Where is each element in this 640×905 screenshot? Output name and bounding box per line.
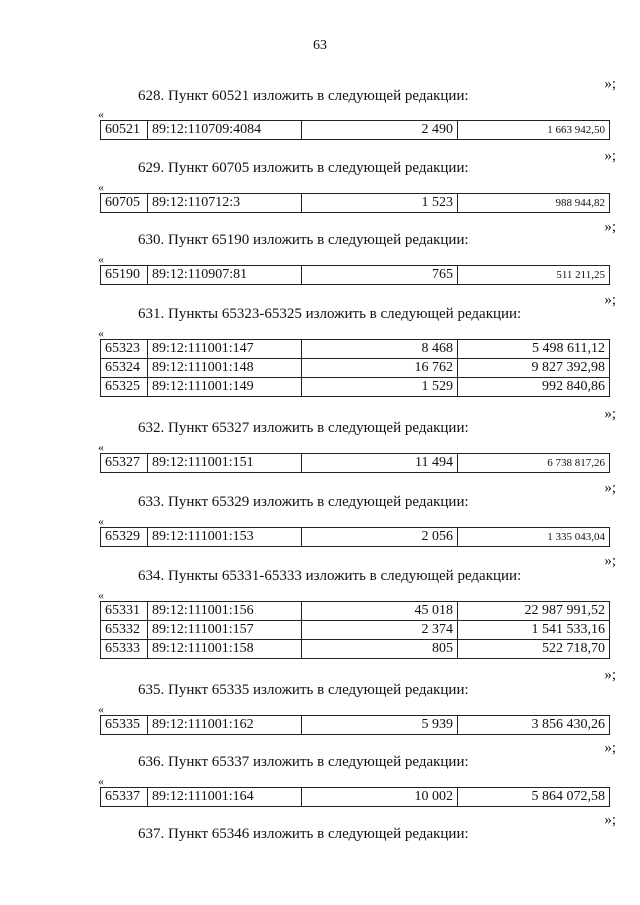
section-heading: 637. Пункт 65346 изложить в следующей редакции:	[138, 826, 469, 842]
table-row	[101, 716, 610, 735]
item-number-cell: 60521	[101, 121, 148, 140]
page-number: 63	[313, 38, 327, 53]
closing-quote: »;	[604, 406, 616, 422]
table-row	[101, 378, 610, 397]
value-cell: 9 827 392,98	[458, 359, 610, 378]
closing-quote: »;	[604, 667, 616, 683]
section-heading: 633. Пункт 65329 изложить в следующей редакции:	[138, 494, 469, 510]
value-cell: 511 211,25	[458, 266, 610, 285]
opening-quote: «	[98, 702, 104, 716]
opening-quote: «	[98, 326, 104, 340]
opening-quote: «	[98, 514, 104, 528]
item-number-cell: 65331	[101, 602, 148, 621]
item-number-cell: 65325	[101, 378, 148, 397]
cadastral-number-cell: 89:12:110907:81	[148, 266, 302, 285]
value-cell: 22 987 991,52	[458, 602, 610, 621]
opening-quote: «	[98, 440, 104, 454]
closing-quote: »;	[604, 553, 616, 569]
area-cell: 1 523	[302, 194, 458, 213]
table-row	[101, 359, 610, 378]
section-heading: 630. Пункт 65190 изложить в следующей редакции:	[138, 232, 469, 248]
table-row	[101, 194, 610, 213]
opening-quote: «	[98, 107, 104, 121]
area-cell: 16 762	[302, 359, 458, 378]
item-number-cell: 60705	[101, 194, 148, 213]
table-row	[101, 602, 610, 621]
table-row	[101, 788, 610, 807]
parcel-table	[100, 193, 610, 213]
cadastral-number-cell: 89:12:111001:157	[148, 621, 302, 640]
opening-quote: «	[98, 588, 104, 602]
cadastral-number-cell: 89:12:111001:151	[148, 454, 302, 473]
item-number-cell: 65335	[101, 716, 148, 735]
cadastral-number-cell: 89:12:111001:149	[148, 378, 302, 397]
closing-quote: »;	[604, 148, 616, 164]
cadastral-number-cell: 89:12:111001:148	[148, 359, 302, 378]
item-number-cell: 65332	[101, 621, 148, 640]
table-row	[101, 266, 610, 285]
area-cell: 10 002	[302, 788, 458, 807]
area-cell: 2 056	[302, 528, 458, 547]
opening-quote: «	[98, 180, 104, 194]
area-cell: 45 018	[302, 602, 458, 621]
section-heading: 634. Пункты 65331-65333 изложить в следующей редакции:	[138, 568, 522, 584]
section-heading: 628. Пункт 60521 изложить в следующей редакции:	[138, 88, 469, 104]
area-cell: 2 490	[302, 121, 458, 140]
cadastral-number-cell: 89:12:111001:158	[148, 640, 302, 659]
area-cell: 1 529	[302, 378, 458, 397]
parcel-table	[100, 715, 610, 735]
area-cell: 765	[302, 266, 458, 285]
closing-quote: »;	[604, 292, 616, 308]
table-row	[101, 528, 610, 547]
cadastral-number-cell: 89:12:111001:156	[148, 602, 302, 621]
parcel-table	[100, 120, 610, 140]
value-cell: 992 840,86	[458, 378, 610, 397]
closing-quote: »;	[604, 740, 616, 756]
parcel-table	[100, 787, 610, 807]
opening-quote: «	[98, 774, 104, 788]
parcel-table	[100, 601, 610, 659]
table-row	[101, 640, 610, 659]
parcel-table	[100, 339, 610, 397]
table-row	[101, 621, 610, 640]
parcel-table	[100, 453, 610, 473]
item-number-cell: 65327	[101, 454, 148, 473]
item-number-cell: 65329	[101, 528, 148, 547]
value-cell: 1 663 942,50	[458, 121, 610, 140]
cadastral-number-cell: 89:12:111001:164	[148, 788, 302, 807]
section-heading: 632. Пункт 65327 изложить в следующей редакции:	[138, 420, 469, 436]
table-row	[101, 454, 610, 473]
parcel-table	[100, 265, 610, 285]
area-cell: 8 468	[302, 340, 458, 359]
cadastral-number-cell: 89:12:111001:153	[148, 528, 302, 547]
opening-quote: «	[98, 252, 104, 266]
section-heading: 636. Пункт 65337 изложить в следующей редакции:	[138, 754, 469, 770]
table-row	[101, 340, 610, 359]
cadastral-number-cell: 89:12:110709:4084	[148, 121, 302, 140]
closing-quote: »;	[604, 480, 616, 496]
value-cell: 5 498 611,12	[458, 340, 610, 359]
closing-quote: »;	[604, 76, 616, 92]
item-number-cell: 65190	[101, 266, 148, 285]
area-cell: 2 374	[302, 621, 458, 640]
item-number-cell: 65337	[101, 788, 148, 807]
section-heading: 635. Пункт 65335 изложить в следующей редакции:	[138, 682, 469, 698]
value-cell: 522 718,70	[458, 640, 610, 659]
closing-quote: »;	[604, 812, 616, 828]
area-cell: 5 939	[302, 716, 458, 735]
area-cell: 805	[302, 640, 458, 659]
item-number-cell: 65333	[101, 640, 148, 659]
value-cell: 5 864 072,58	[458, 788, 610, 807]
area-cell: 11 494	[302, 454, 458, 473]
section-heading: 631. Пункты 65323-65325 изложить в следующей редакции:	[138, 306, 522, 322]
value-cell: 6 738 817,26	[458, 454, 610, 473]
cadastral-number-cell: 89:12:110712:3	[148, 194, 302, 213]
item-number-cell: 65324	[101, 359, 148, 378]
value-cell: 1 541 533,16	[458, 621, 610, 640]
table-row	[101, 121, 610, 140]
item-number-cell: 65323	[101, 340, 148, 359]
value-cell: 988 944,82	[458, 194, 610, 213]
section-heading: 629. Пункт 60705 изложить в следующей редакции:	[138, 160, 469, 176]
value-cell: 3 856 430,26	[458, 716, 610, 735]
parcel-table	[100, 527, 610, 547]
closing-quote: »;	[604, 219, 616, 235]
cadastral-number-cell: 89:12:111001:147	[148, 340, 302, 359]
cadastral-number-cell: 89:12:111001:162	[148, 716, 302, 735]
value-cell: 1 335 043,04	[458, 528, 610, 547]
